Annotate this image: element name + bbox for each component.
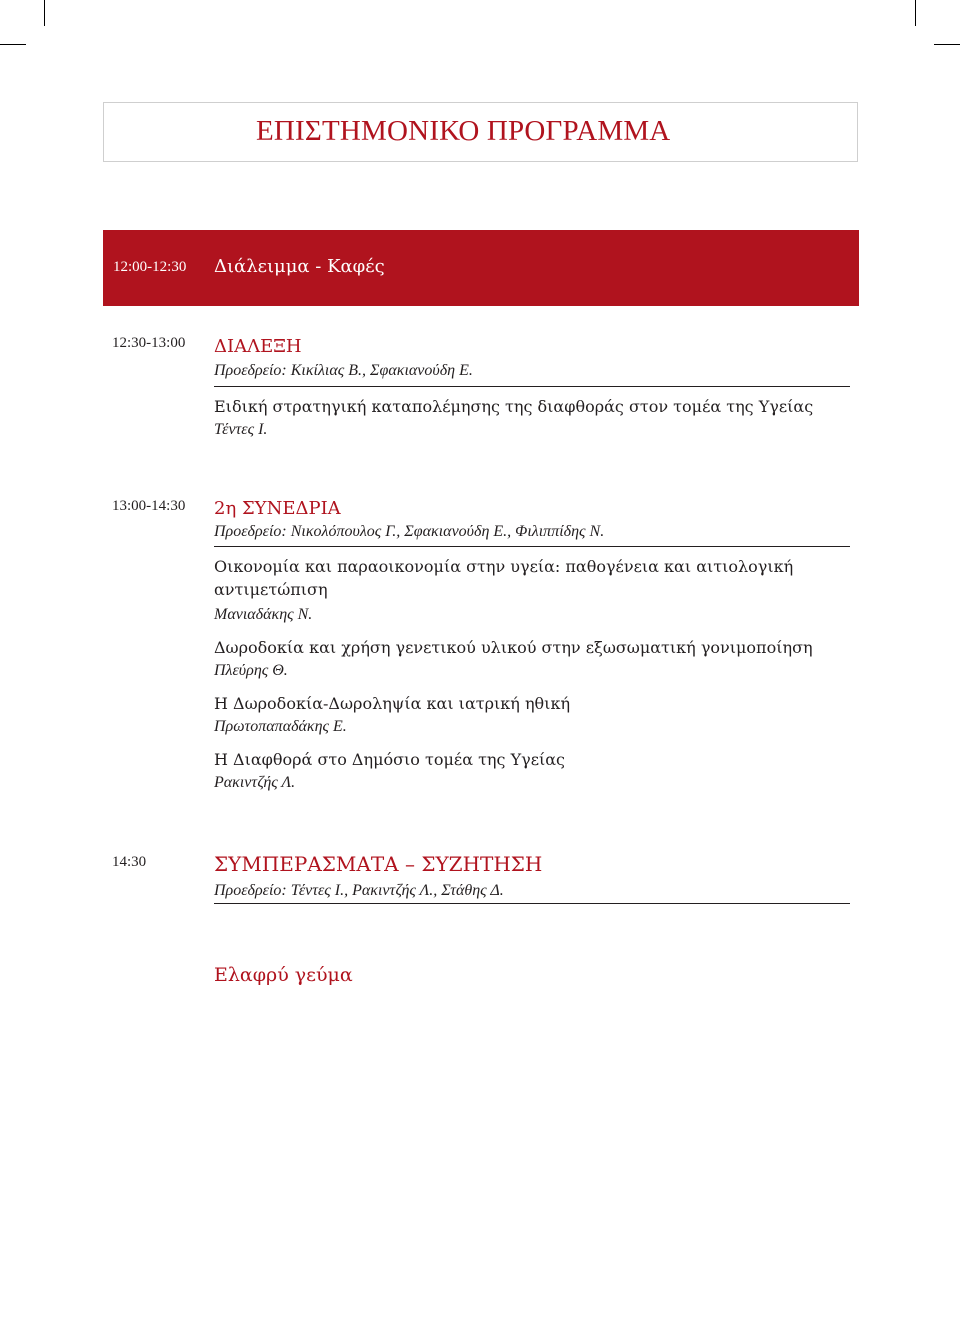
lecture-time: 12:30-13:00: [112, 335, 186, 351]
crop-mark-top-left: [0, 44, 26, 45]
page-title: ΕΠΙΣΤΗΜΟΝΙΚΟ ΠΡΟΓΡΑΜΜΑ: [256, 115, 671, 147]
talk-speaker: Πρωτοπαπαδάκης Ε.: [214, 718, 347, 735]
talk-title: Οικονομία και παραοικονομία στην υγεία: παθογένεια και αιτιολογική αντιμετώπιση: [214, 557, 794, 599]
talk-title: Δωροδοκία και χρήση γενετικού υλικού στην εξωσωματική γονιμοποίηση: [214, 638, 813, 657]
talk-speaker: Πλεύρης Θ.: [214, 662, 288, 679]
divider: [214, 903, 850, 904]
lecture-talk-title: Ειδική στρατηγική καταπολέμησης της διαφθοράς στον τομέα της Υγείας: [214, 397, 814, 416]
lunch-heading: Ελαφρύ γεύμα: [214, 964, 353, 986]
conclusions-time: 14:30: [112, 854, 147, 870]
session-chairs: Προεδρείο: Νικολόπουλος Γ., Σφακιανούδη Ε., Φιλιππίδης Ν.: [214, 523, 605, 540]
conclusions-chairs: Προεδρείο: Τέντες Ι., Ρακιντζής Λ., Στάθης Δ.: [214, 882, 504, 899]
divider: [214, 386, 850, 387]
talk-speaker: Ρακιντζής Λ.: [214, 774, 296, 791]
coffee-break-banner: [103, 230, 859, 306]
talk-title: Η Διαφθορά στο Δημόσιο τομέα της Υγείας: [214, 750, 566, 769]
lecture-speaker: Τέντες Ι.: [214, 421, 268, 438]
talk-speaker: Μανιαδάκης Ν.: [214, 606, 313, 623]
crop-mark-top-left: [44, 0, 45, 26]
lecture-chairs: Προεδρείο: Κικίλιας Β., Σφακιανούδη Ε.: [214, 362, 473, 379]
title-box: [103, 102, 858, 162]
lecture-heading: ΔΙΑΛΕΞΗ: [214, 336, 302, 357]
crop-mark-top-right: [934, 44, 960, 45]
divider: [214, 546, 850, 547]
talk-title: Η Δωροδοκία-Δωροληψία και ιατρική ηθική: [214, 694, 571, 713]
break-title: Διάλειμμα - Καφές: [214, 256, 385, 277]
crop-mark-top-right: [915, 0, 916, 26]
break-time: 12:00-12:30: [113, 259, 187, 275]
session-time: 13:00-14:30: [112, 498, 186, 514]
session-heading: 2η ΣΥΝΕΔΡΙΑ: [214, 498, 341, 519]
conclusions-heading: ΣΥΜΠΕΡΑΣΜΑΤΑ – ΣΥΖΗΤΗΣΗ: [214, 852, 543, 876]
